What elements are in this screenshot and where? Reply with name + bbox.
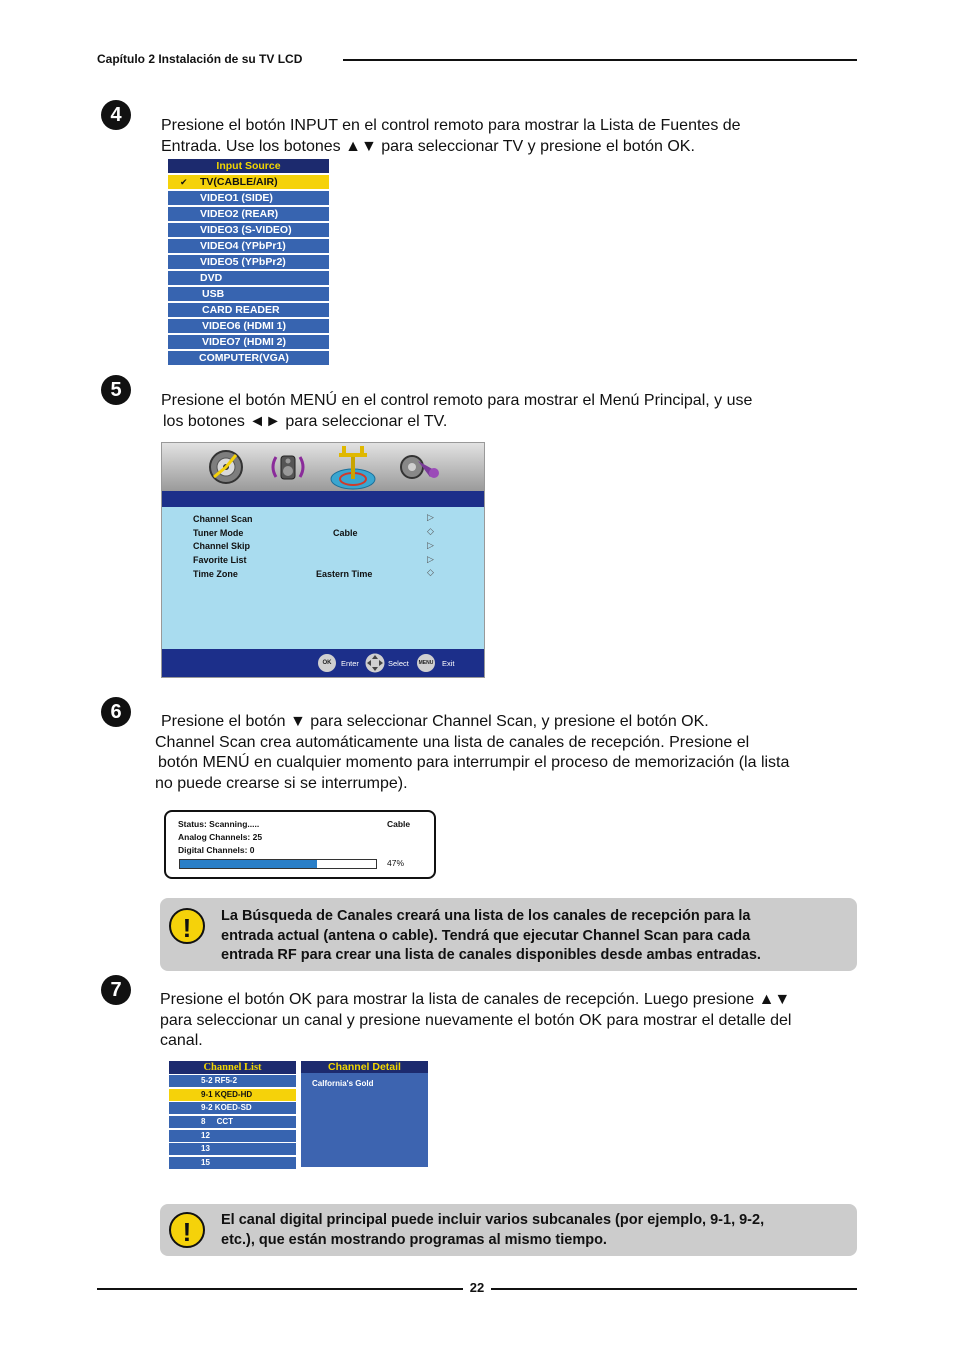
menu-button-icon: MENU — [417, 654, 435, 672]
step-6-line: Channel Scan crea automáticamente una lista de canales de recepción. Presione el — [155, 733, 750, 751]
source-item-video1[interactable] — [168, 191, 329, 205]
menu-icon-bar — [162, 443, 484, 491]
source-item-video6[interactable] — [168, 319, 329, 333]
scan-mode-text: Cable — [387, 819, 411, 829]
scan-status-box — [164, 810, 436, 879]
channel-item-selected[interactable]: 9-1 KQED-HD — [169, 1089, 296, 1101]
note-box-channel-scan — [160, 898, 857, 971]
source-item-label: VIDEO4 (YPbPr1) — [200, 240, 286, 252]
ok-button-icon: OK — [318, 654, 336, 672]
input-source-list — [168, 159, 329, 367]
step-5-number: 5 — [101, 375, 131, 405]
dpad-icon — [365, 653, 385, 673]
footer-rule-right — [491, 1288, 857, 1290]
left-right-arrow-icon: ◇ — [427, 526, 434, 536]
channel-list-title: Channel List — [169, 1061, 296, 1074]
source-item-label: TV(CABLE/AIR) — [200, 176, 278, 188]
antenna-icon[interactable] — [328, 443, 378, 491]
left-right-arrow-icon: ◇ — [427, 567, 434, 577]
menu-row-label: Channel Skip — [193, 541, 251, 551]
exit-label: Exit — [442, 659, 455, 668]
disc-icon[interactable] — [206, 447, 246, 487]
chapter-header: Capítulo 2 Instalación de su TV LCD — [97, 52, 303, 66]
tv-main-menu — [161, 442, 485, 678]
source-item-label: VIDEO7 (HDMI 2) — [202, 336, 287, 348]
submenu-arrow-icon: ▷ — [427, 554, 434, 564]
note-box-subchannels — [160, 1204, 857, 1256]
menu-row-channel-scan[interactable] — [193, 514, 253, 524]
note-line: entrada actual (antena o cable). Tendrá que ejecutar Channel Scan para cada — [221, 927, 751, 944]
step-4-text — [161, 116, 741, 157]
step-6-line: botón MENÚ en cualquier momento para interrumpir el proceso de memorización (la lista — [158, 754, 790, 771]
note-line: entrada RF para crear una lista de canales disponibles desde ambas entradas. — [221, 947, 761, 963]
source-item-label: VIDEO6 (HDMI 1) — [202, 320, 287, 332]
submenu-arrow-icon: ▷ — [427, 540, 434, 550]
channel-detail-panel — [301, 1061, 428, 1167]
step-4-line: Entrada. Use los botones ▲▼ para seleccionar TV y presione el botón OK. — [161, 137, 695, 155]
note-line: La Búsqueda de Canales creará una lista de los canales de recepción para la — [221, 908, 751, 924]
input-source-title: Input Source — [168, 159, 329, 173]
source-item-label: VIDEO1 (SIDE) — [200, 192, 273, 204]
source-item-video5[interactable] — [168, 255, 329, 269]
note-line: etc.), que están mostrando programas al mismo tiempo. — [221, 1231, 607, 1248]
step-7-text — [160, 990, 791, 1052]
channel-item[interactable]: 13 — [169, 1143, 296, 1155]
step-7-number: 7 — [101, 975, 131, 1005]
digital-channels-text: Digital Channels: 0 — [178, 845, 255, 855]
note-text — [221, 907, 761, 966]
channel-detail-title: Channel Detail — [301, 1061, 428, 1073]
step-6-number: 6 — [101, 697, 131, 727]
source-item-video3[interactable] — [168, 223, 329, 237]
header-rule — [343, 59, 857, 61]
scan-progress-fill — [180, 860, 317, 868]
step-6-line: no puede crearse si se interrumpe). — [155, 774, 408, 792]
menu-row-time-zone[interactable] — [193, 569, 238, 579]
step-4-number: 4 — [101, 100, 131, 130]
submenu-arrow-icon: ▷ — [427, 512, 434, 522]
step-5-line: Presione el botón MENÚ en el control remoto para mostrar el Menú Principal, y use — [161, 392, 753, 409]
note-line: El canal digital principal puede incluir varios subcanales (por ejemplo, 9-1, 9-2, — [221, 1212, 765, 1228]
scan-progress-label: 47% — [387, 858, 405, 868]
source-item-label: VIDEO3 (S-VIDEO) — [200, 224, 292, 236]
step-7-line: para seleccionar un canal y presione nuevamente el botón OK para mostrar el detalle del — [160, 1011, 792, 1029]
source-item-tv[interactable] — [168, 175, 329, 189]
step-5-text — [161, 391, 752, 432]
channel-detail-value: Calfornia's Gold — [312, 1079, 374, 1088]
select-label: Select — [388, 659, 409, 668]
settings-icon[interactable] — [396, 447, 444, 487]
source-item-card-reader[interactable] — [168, 303, 329, 317]
page-number: 22 — [469, 1280, 485, 1295]
source-item-label: DVD — [200, 272, 223, 284]
menu-row-favorite-list[interactable] — [193, 555, 247, 565]
source-item-video7[interactable] — [168, 335, 329, 349]
scan-progress-bar — [179, 859, 377, 869]
menu-row-tuner-mode[interactable] — [193, 528, 243, 538]
channel-item[interactable]: 15 — [169, 1157, 296, 1169]
channel-item[interactable]: 8 CCT — [169, 1116, 296, 1128]
analog-channels-text: Analog Channels: 25 — [178, 832, 263, 842]
menu-row-label: Time Zone — [193, 569, 238, 579]
menu-row-value: Cable — [333, 528, 358, 538]
menu-title-bar — [162, 491, 484, 507]
check-icon: ✔ — [180, 177, 188, 187]
menu-footer-bar — [162, 649, 484, 677]
menu-row-value: Eastern Time — [316, 569, 373, 579]
step-7-line: Presione el botón OK para mostrar la lista de canales de recepción. Luego presione ▲▼ — [160, 991, 791, 1008]
source-item-usb[interactable] — [168, 287, 329, 301]
source-item-label: USB — [202, 288, 225, 300]
footer-rule-left — [97, 1288, 463, 1290]
source-item-computer[interactable] — [168, 351, 329, 365]
channel-item[interactable]: 9-2 KOED-SD — [169, 1102, 296, 1114]
channel-item[interactable]: 12 — [169, 1130, 296, 1142]
menu-row-channel-skip[interactable] — [193, 541, 250, 551]
note-text — [221, 1211, 764, 1250]
source-item-label: VIDEO2 (REAR) — [200, 208, 279, 220]
menu-row-label: Channel Scan — [193, 514, 253, 524]
step-4-line: Presione el botón INPUT en el control remoto para mostrar la Lista de Fuentes de — [161, 117, 741, 134]
source-item-video4[interactable] — [168, 239, 329, 253]
warning-icon: ! — [169, 1212, 205, 1248]
menu-row-label: Favorite List — [193, 555, 247, 565]
menu-row-label: Tuner Mode — [193, 528, 244, 538]
channel-list — [169, 1061, 296, 1171]
source-item-dvd[interactable] — [168, 271, 329, 285]
speaker-icon[interactable] — [268, 447, 308, 487]
enter-label: Enter — [341, 659, 359, 668]
step-6-text — [155, 712, 789, 794]
source-item-label: CARD READER — [202, 304, 280, 316]
step-6-line: Presione el botón ▼ para seleccionar Channel Scan, y presione el botón OK. — [161, 713, 709, 730]
channel-item[interactable]: 5-2 RF5-2 — [169, 1075, 296, 1087]
source-item-video2[interactable] — [168, 207, 329, 221]
scan-status-text: Status: Scanning..... — [178, 819, 260, 829]
step-7-line: canal. — [160, 1032, 203, 1049]
step-5-line: los botones ◄► para seleccionar el TV. — [163, 412, 448, 430]
source-item-label: VIDEO5 (YPbPr2) — [200, 256, 286, 268]
warning-icon: ! — [169, 908, 205, 944]
source-item-label: COMPUTER(VGA) — [199, 352, 289, 364]
